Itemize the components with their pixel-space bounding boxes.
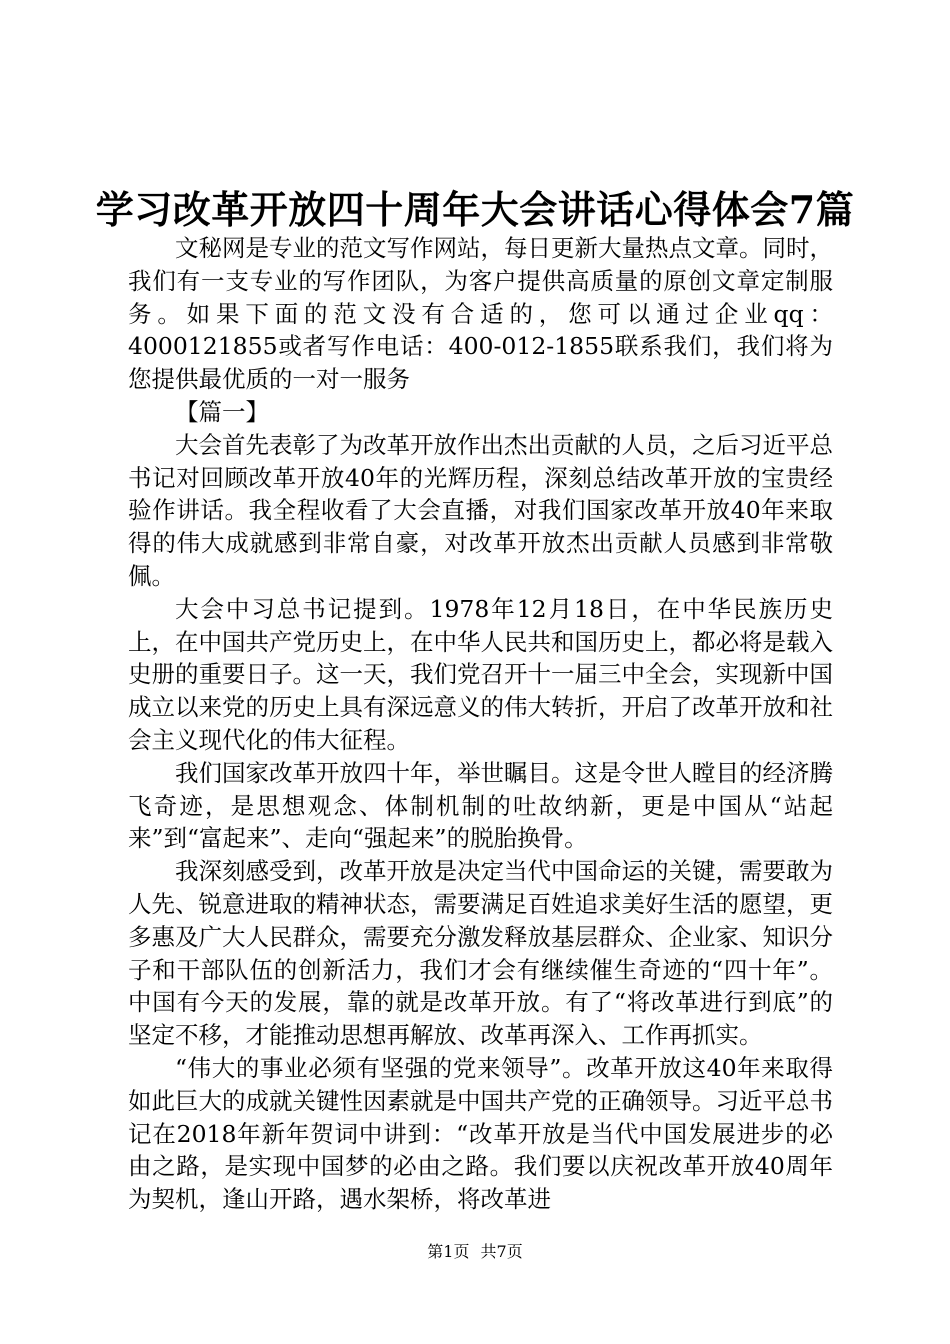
intro-paragraph: 文秘网是专业的范文写作网站，每日更新大量热点文章。同时，我们有一支专业的写作团队，为客户提供高质量的原创文章定制服务。如果下面的范文没有合适的，您可以通过企业qq：4000121855或者写作电话：400-012-1855联系我们，我们将为您提供最优质的一对一服务 [128, 234, 833, 394]
page-total: 共7页 [480, 1242, 523, 1261]
body-paragraph-4: 我深刻感受到，改革开放是决定当代中国命运的关键，需要敢为人先、锐意进取的精神状态，需要满足百姓追求美好生活的愿望，更多惠及广大人民群众，需要充分激发释放基层群众、企业家、知识分子和干部队伍的创新活力，我们才会有继续催生奇迹的“四十年”。中国有今天的发展，靠的就是改革开放。有了“将改革进行到底”的坚定不移，才能推动思想再解放、改革再深入、工作再抓实。 [128, 857, 833, 1050]
body-paragraph-3: 我们国家改革开放四十年，举世瞩目。这是令世人瞠目的经济腾飞奇迹，是思想观念、体制机制的吐故纳新，更是中国从“站起来”到“富起来”、走向“强起来”的脱胎换骨。 [128, 758, 833, 853]
page-footer [0, 1241, 950, 1263]
page-number: 第1页 [427, 1242, 470, 1261]
body-paragraph-1: 大会首先表彰了为改革开放作出杰出贡献的人员，之后习近平总书记对回顾改革开放40年的光辉历程，深刻总结改革开放的宝贵经验作讲话。我全程收看了大会直播，对我们国家改革开放40年来取得的伟大成就感到非常自豪，对改革开放杰出贡献人员感到非常敬佩。 [128, 430, 833, 590]
section-heading: 【篇一】 [175, 397, 269, 426]
document-body [128, 232, 833, 1216]
document-title: 学习改革开放四十周年大会讲话心得体会7篇 [95, 187, 855, 232]
body-paragraph-2: 大会中习总书记提到。1978年12月18日，在中华民族历史上，在中国共产党历史上，在中华人民共和国历史上，都必将是载入史册的重要日子。这一天，我们党召开十一届三中全会，实现新中国成立以来党的历史上具有深远意义的伟大转折，开启了改革开放和社会主义现代化的伟大征程。 [128, 594, 833, 754]
body-paragraph-5: “伟大的事业必须有坚强的党来领导”。改革开放这40年来取得如此巨大的成就关键性因素就是中国共产党的正确领导。习近平总书记在2018年新年贺词中讲到：“改革开放是当代中国发展进步的必由之路，是实现中国梦的必由之路。我们要以庆祝改革开放40周年为契机，逢山开路，遇水架桥，将改革进 [128, 1053, 833, 1214]
